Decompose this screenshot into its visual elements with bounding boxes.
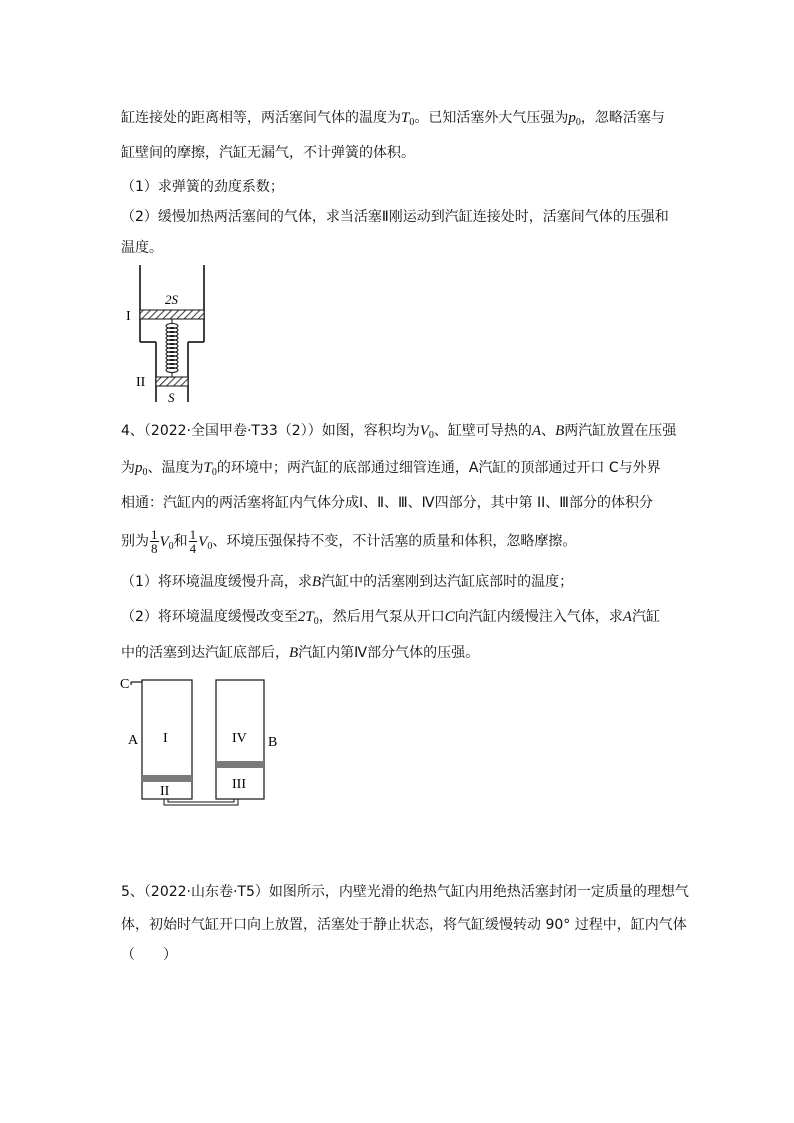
label-piston-2: II — [136, 375, 146, 390]
problem-4-question-2: （2）将环境温度缓慢改变至$2T_0$，然后用气泵从开口C向汽缸内缓慢注入气体，求A汽缸 — [121, 609, 660, 627]
label-B: B — [268, 735, 278, 750]
answer-blank: （ ） — [121, 947, 177, 963]
problem-4-line-3: 相通：汽缸内的两活塞将缸内气体分成Ⅰ、Ⅱ、Ⅲ、Ⅳ四部分，其中第 II、Ⅲ部分的体积分 — [121, 495, 653, 511]
pressure-symbol: $p_0$ — [568, 110, 581, 128]
problem-4-question-1: （1）将环境温度缓慢升高，求B汽缸中的活塞刚到达汽缸底部时的温度； — [121, 574, 574, 590]
label-III: III — [232, 777, 246, 792]
problem-4-line-1: 4、（2022·全国甲卷·T33（2））如图，容积均为$V_0$、缸壁可导热的A、B两汽缸放置在压强 — [121, 423, 677, 441]
fraction-1-8: $\frac{1}{8}$ — [151, 527, 158, 556]
label-A: A — [128, 733, 139, 748]
problem-5-line-2: 体，初始时气缸开口向上放置，活塞处于静止状态，将气缸缓慢转动 90° 过程中，缸内气体 — [121, 917, 687, 933]
piston-A — [142, 775, 192, 782]
label-I: I — [163, 731, 168, 746]
label-C: C — [120, 677, 130, 692]
piston-1 — [140, 310, 204, 319]
label-IV: IV — [232, 731, 247, 746]
problem-5-line-1: 5、（2022·山东卷·T5）如图所示，内壁光滑的绝热气缸内用绝热活塞封闭一定质量的理想气 — [121, 884, 689, 900]
two-cylinder-figure — [118, 672, 288, 812]
label-piston-1: I — [126, 309, 131, 324]
problem-4-line-4: 别为 $\frac{1}{8}$ $V_0$和 $\frac{1}{4}$ $V_0$、环境压强保持不变，不计活塞的质量和体积，忽略摩擦。 — [121, 527, 577, 556]
paragraph-line: 缸壁间的摩擦，汽缸无漏气，不计弹簧的体积。 — [121, 145, 415, 161]
problem-4-line-2: 为$p_0$、温度为$T_0$的环境中；两汽缸的底部通过细管连通，A汽缸的顶部通过开口 C与外界 — [121, 460, 661, 478]
temperature-symbol: $T_0$ — [401, 110, 415, 128]
question-2-cont: 温度。 — [121, 240, 163, 256]
label-S: S — [168, 390, 175, 405]
spring-cylinder-figure — [120, 262, 230, 412]
fraction-1-4: $\frac{1}{4}$ — [189, 527, 197, 556]
piston-2 — [156, 377, 188, 386]
label-II: II — [160, 784, 170, 799]
paragraph-line: 缸连接处的距离相等，两活塞间气体的温度为$T_0$。已知活塞外大气压强为$p_0$，忽略活塞与 — [121, 110, 665, 128]
piston-B — [216, 761, 264, 768]
problem-4-question-2-cont: 中的活塞到达汽缸底部后，B汽缸内第Ⅳ部分气体的压强。 — [121, 645, 480, 661]
question-2: （2）缓慢加热两活塞间的气体，求当活塞Ⅱ刚运动到汽缸连接处时，活塞间气体的压强和 — [121, 209, 669, 225]
spring — [166, 319, 178, 377]
label-2S: 2S — [165, 292, 178, 307]
question-1: （1）求弹簧的劲度系数； — [121, 179, 284, 195]
